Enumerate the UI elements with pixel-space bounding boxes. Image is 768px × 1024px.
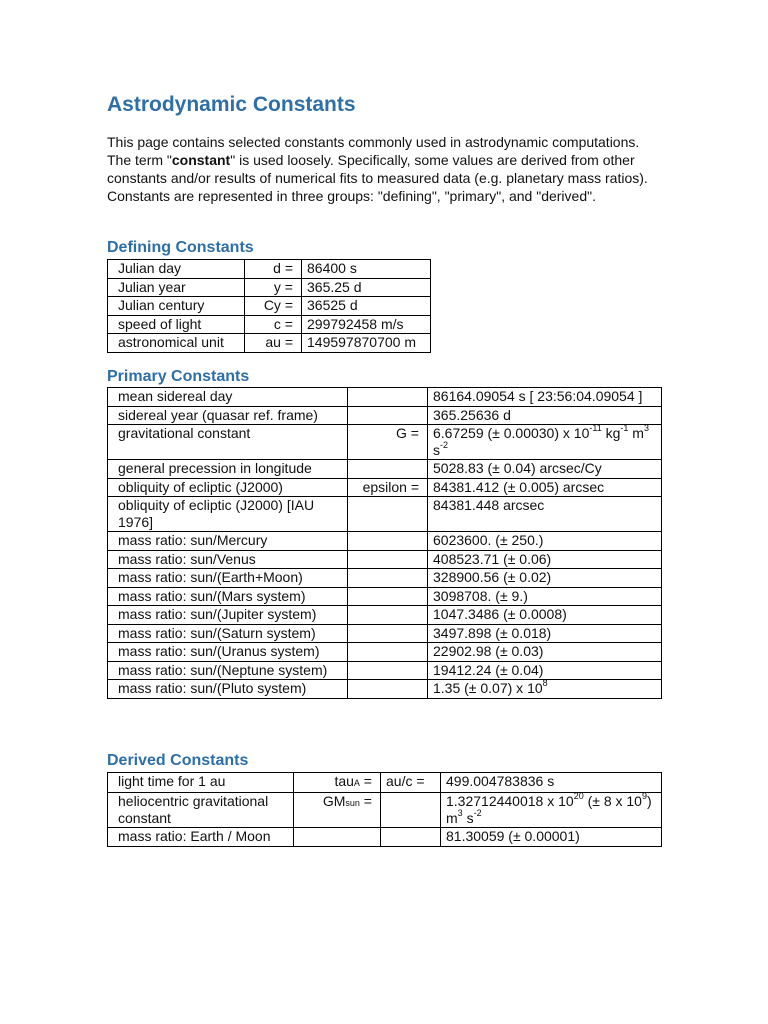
constant-value	[428, 643, 662, 662]
derived-heading: Derived Constants	[107, 752, 249, 769]
constant-symbol	[348, 497, 428, 532]
value-text: kg	[601, 425, 621, 441]
constant-symbol	[348, 569, 428, 588]
constant-symbol: y =	[245, 278, 302, 297]
table-row	[108, 334, 431, 353]
constant-symbol	[348, 388, 428, 407]
value-text: 6.67259 (± 0.00030) x 10	[433, 425, 590, 441]
defining-heading: Defining Constants	[107, 239, 254, 256]
constant-name: astronomical unit	[108, 334, 245, 353]
table-row	[108, 532, 662, 551]
intro-text-1: This page contains selected constants commonly used in astrodynamic computations. The term "	[107, 134, 640, 168]
constant-name: mass ratio: sun/(Earth+Moon)	[108, 569, 348, 588]
constant-name: Julian year	[108, 278, 245, 297]
constant-value	[441, 793, 662, 828]
constant-value	[428, 680, 662, 699]
symbol-equals: =	[359, 773, 372, 789]
table-row	[108, 478, 662, 497]
constant-value	[428, 550, 662, 569]
table-row	[108, 260, 431, 279]
intro-text-2: " is used loosely. Specifically, some values are derived from other constants and/or results of numerical fits to measured data (e.g. planetary mass ratios). Constants are represented in three groups: "defining", "primary", and "derived".	[107, 152, 648, 204]
constant-name: mass ratio: Earth / Moon	[108, 828, 294, 847]
constant-value	[428, 569, 662, 588]
exponent: -1	[620, 423, 629, 434]
constant-name: mass ratio: sun/(Uranus system)	[108, 643, 348, 662]
primary-table	[107, 387, 662, 699]
value-text: 1047.3486 (± 0.0008)	[433, 606, 567, 622]
table-row	[108, 388, 662, 407]
defining-table	[107, 259, 431, 353]
constant-expression: au/c =	[381, 773, 441, 793]
value-text: 1.32712440018 x 10	[446, 793, 574, 809]
value-text: (± 8 x 10	[583, 793, 642, 809]
constant-value	[428, 406, 662, 425]
constant-name: obliquity of ecliptic (J2000)	[108, 478, 348, 497]
constant-symbol	[348, 587, 428, 606]
constant-name: mass ratio: sun/(Neptune system)	[108, 661, 348, 680]
value-text: 3497.898 (± 0.018)	[433, 624, 552, 641]
table-row	[108, 624, 662, 643]
table-row	[108, 315, 431, 334]
constant-name: speed of light	[108, 315, 245, 334]
symbol-subscript: sun	[345, 798, 360, 808]
constant-value: 149597870700 m	[302, 334, 431, 353]
page-title: Astrodynamic Constants	[107, 93, 356, 116]
symbol-text: GM	[322, 793, 346, 809]
exponent: 3	[457, 808, 463, 819]
value-text: 19412.24 (± 0.04)	[433, 661, 544, 678]
constant-symbol	[348, 406, 428, 425]
constant-value	[428, 587, 662, 606]
constant-symbol	[294, 793, 381, 828]
constant-name: Julian century	[108, 297, 245, 316]
value-text: ) m	[446, 793, 652, 826]
constant-symbol	[294, 828, 381, 847]
table-row	[108, 643, 662, 662]
exponent: -2	[473, 808, 482, 819]
value-text: 84381.412 (± 0.005) arcsec	[433, 478, 605, 495]
table-row	[108, 278, 431, 297]
table-row	[108, 680, 662, 699]
symbol-subscript: A	[353, 778, 360, 788]
exponent: 20	[573, 791, 584, 802]
constant-symbol: epsilon =	[348, 478, 428, 497]
constant-value	[428, 388, 662, 407]
value-text: s	[433, 442, 440, 458]
constant-symbol	[294, 773, 381, 793]
table-row	[108, 550, 662, 569]
value-text: 1.35 (± 0.07) x 10	[433, 680, 543, 696]
constant-symbol: G =	[348, 425, 428, 460]
constant-value: 299792458 m/s	[302, 315, 431, 334]
constant-value	[428, 532, 662, 551]
constant-name: mass ratio: sun/(Saturn system)	[108, 624, 348, 643]
table-row	[108, 406, 662, 425]
value-text: 328900.56 (± 0.02)	[433, 569, 552, 585]
value-text: 3098708. (± 9.)	[433, 587, 528, 604]
table-row	[108, 569, 662, 588]
table-row	[108, 460, 662, 479]
constant-name: heliocentric gravitational constant	[108, 793, 294, 828]
value-text: 499.004783836 s	[446, 773, 555, 789]
exponent: -2	[440, 440, 449, 451]
constant-name: sidereal year (quasar ref. frame)	[108, 406, 348, 425]
constant-value	[428, 624, 662, 643]
primary-heading: Primary Constants	[107, 368, 250, 385]
constant-value: 36525 d	[302, 297, 431, 316]
constant-name: mass ratio: sun/(Pluto system)	[108, 680, 348, 699]
constant-symbol	[348, 680, 428, 699]
constant-expression	[381, 793, 441, 828]
constant-symbol: au =	[245, 334, 302, 353]
constant-symbol: c =	[245, 315, 302, 334]
constant-name: Julian day	[108, 260, 245, 279]
table-row	[108, 497, 662, 532]
constant-symbol	[348, 661, 428, 680]
constant-value: 365.25 d	[302, 278, 431, 297]
table-row	[108, 606, 662, 625]
constant-symbol: Cy =	[245, 297, 302, 316]
constant-symbol: d =	[245, 260, 302, 279]
constant-name: obliquity of ecliptic (J2000) [IAU 1976]	[108, 497, 348, 532]
value-text: s	[462, 810, 474, 826]
constant-value	[428, 478, 662, 497]
constant-symbol	[348, 460, 428, 479]
table-row	[108, 587, 662, 606]
value-text: m	[628, 425, 644, 441]
constant-name: general precession in longitude	[108, 460, 348, 479]
value-text: 81.30059 (± 0.00001)	[446, 828, 580, 844]
exponent: -11	[589, 423, 602, 434]
constant-value	[441, 773, 662, 793]
value-text: 86164.09054 s [ 23:56:04.09054 ]	[433, 388, 643, 404]
constant-name: gravitational constant	[108, 425, 348, 460]
constant-value	[428, 661, 662, 680]
table-row	[108, 661, 662, 680]
exponent: 9	[641, 791, 647, 802]
value-text: 408523.71 (± 0.06)	[433, 550, 552, 567]
constant-symbol	[348, 643, 428, 662]
intro-paragraph	[107, 133, 667, 205]
constant-symbol	[348, 532, 428, 551]
constant-name: mass ratio: sun/(Jupiter system)	[108, 606, 348, 625]
intro-bold-term: constant	[171, 152, 231, 168]
constant-symbol	[348, 624, 428, 643]
constant-name: light time for 1 au	[108, 773, 294, 793]
constant-name: mass ratio: sun/Mercury	[108, 532, 348, 551]
table-row	[108, 297, 431, 316]
constant-name: mass ratio: sun/(Mars system)	[108, 587, 348, 606]
table-row	[108, 425, 662, 460]
table-row	[108, 828, 662, 847]
value-text: 22902.98 (± 0.03)	[433, 643, 544, 659]
exponent: 8	[542, 678, 548, 689]
symbol-text: tau	[334, 773, 354, 789]
derived-table	[107, 772, 662, 847]
constant-value	[428, 460, 662, 479]
constant-symbol	[348, 606, 428, 625]
constant-value	[428, 425, 662, 460]
value-text: 84381.448 arcsec	[433, 497, 545, 513]
constant-value	[441, 828, 662, 847]
constant-name: mass ratio: sun/Venus	[108, 550, 348, 569]
constant-value	[428, 606, 662, 625]
exponent: 3	[643, 423, 649, 434]
constant-value: 86400 s	[302, 260, 431, 279]
symbol-equals: =	[359, 793, 372, 809]
table-row	[108, 773, 662, 793]
value-text: 365.25636 d	[433, 406, 511, 423]
value-text: 5028.83 (± 0.04) arcsec/Cy	[433, 460, 602, 476]
constant-name: mean sidereal day	[108, 388, 348, 407]
constant-symbol	[348, 550, 428, 569]
constant-value	[428, 497, 662, 532]
table-row	[108, 793, 662, 828]
constant-expression	[381, 828, 441, 847]
value-text: 6023600. (± 250.)	[433, 532, 544, 548]
